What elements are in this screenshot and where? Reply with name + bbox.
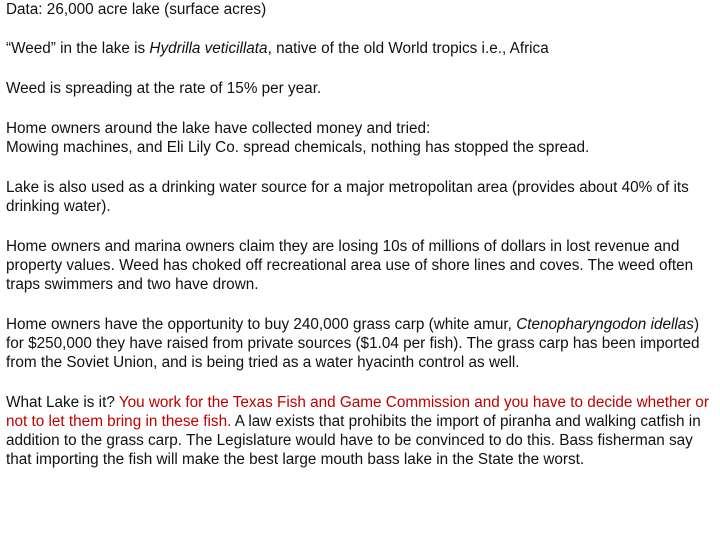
carp-offer-details: ) for $250,000 they have raised from private sources ($1.04 per fish). The grass carp has been imported from the Soviet Union, and is being tried as a water hyacinth control as well.: [6, 316, 700, 371]
attempts-intro-line: Home owners around the lake have collected money and tried:: [6, 120, 431, 137]
lake-question: What Lake is it?: [6, 394, 119, 411]
slide-content: [6, 0, 716, 469]
weed-species-name: Hydrilla veticillata: [149, 40, 268, 57]
paragraph-grass-carp-offer: [6, 315, 716, 372]
weed-intro-text: “Weed” in the lake is: [6, 40, 150, 57]
paragraph-economic-loss: Home owners and marina owners claim they are losing 10s of millions of dollars in lost revenue and property values. Weed has choked off recreational area use of shore lines and coves. The weed often traps swimmers and two have drown.: [6, 238, 694, 293]
paragraph-drinking-water: Lake is also used as a drinking water source for a major metropolitan area (provides about 40% of its drinking water).: [6, 179, 689, 215]
assignment-highlight: You work for the Texas Fish and Game Commission and you have to decide whether or not to let them bring in these fish.: [6, 394, 709, 430]
paragraph-spread-rate: Weed is spreading at the rate of 15% per year.: [6, 80, 322, 97]
paragraph-decision-task: [6, 393, 716, 469]
attempts-methods-line: Mowing machines, and Eli Lily Co. spread chemicals, nothing has stopped the spread.: [6, 139, 590, 156]
legal-context-text: A law exists that prohibits the import of piranha and walking catfish in addition to the grass carp. The Legislature would have to be convinced to do this. Bass fisherman say that importing the fish will make the best large mouth bass lake in the State the worst.: [6, 413, 701, 468]
weed-origin-text: , native of the old World tropics i.e., Africa: [267, 40, 549, 57]
paragraph-homeowner-attempts: [6, 119, 716, 157]
carp-offer-text: Home owners have the opportunity to buy 240,000 grass carp (white amur,: [6, 316, 517, 333]
paragraph-weed-species: [6, 39, 716, 58]
carp-species-name: Ctenopharyngodon idellas: [516, 316, 694, 333]
paragraph-lake-data: Data: 26,000 acre lake (surface acres): [6, 1, 267, 18]
